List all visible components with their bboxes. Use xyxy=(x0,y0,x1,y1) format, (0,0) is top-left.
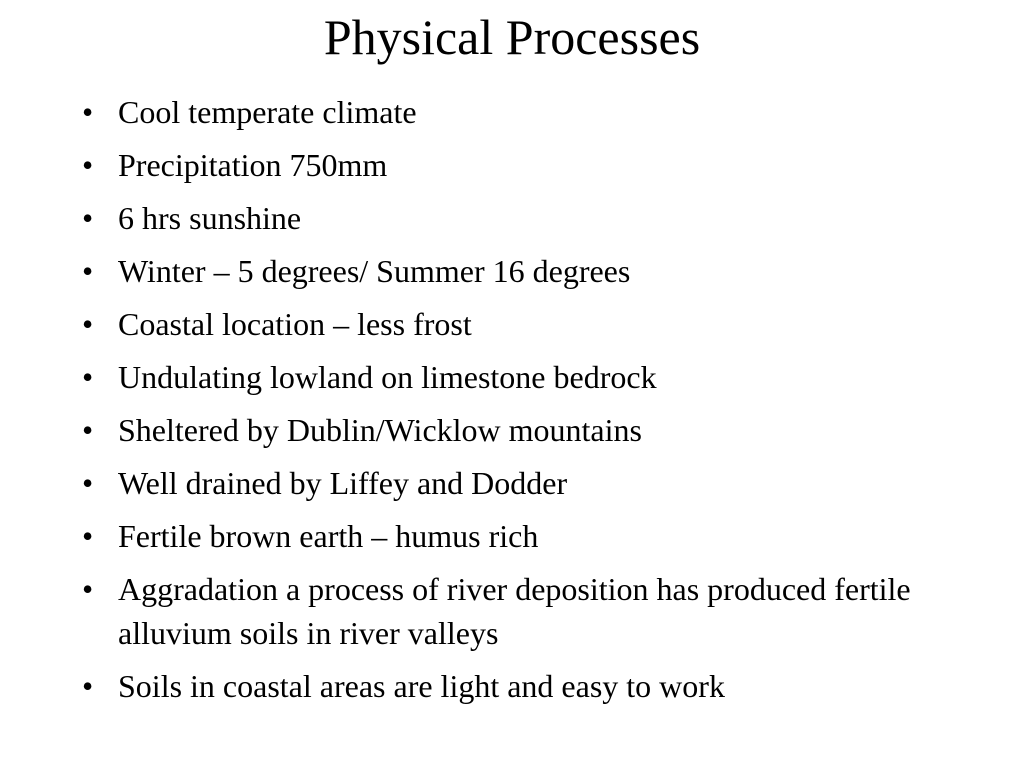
bullet-dot-icon: • xyxy=(82,200,94,236)
bullet-item xyxy=(78,461,978,505)
bullet-dot-icon: • xyxy=(82,668,94,704)
bullet-item xyxy=(78,302,978,346)
bullet-text: Aggradation a process of river deposition has produced fertile alluvium soils in river valleys xyxy=(118,571,911,651)
bullet-dot-icon: • xyxy=(82,571,94,607)
bullet-text: Well drained by Liffey and Dodder xyxy=(118,465,568,501)
bullet-dot-icon: • xyxy=(82,253,94,289)
bullet-item xyxy=(78,567,978,655)
bullet-dot-icon: • xyxy=(82,465,94,501)
bullet-dot-icon: • xyxy=(82,94,94,130)
bullet-dot-icon: • xyxy=(82,412,94,448)
bullet-text: Soils in coastal areas are light and easy to work xyxy=(118,668,725,704)
bullet-text: Cool temperate climate xyxy=(118,94,417,130)
bullet-item xyxy=(78,408,978,452)
bullet-text: Fertile brown earth – humus rich xyxy=(118,518,539,554)
bullet-item xyxy=(78,514,978,558)
bullet-item xyxy=(78,143,978,187)
bullet-item xyxy=(78,249,978,293)
bullet-dot-icon: • xyxy=(82,359,94,395)
bullet-dot-icon: • xyxy=(82,518,94,554)
bullet-text: Undulating lowland on limestone bedrock xyxy=(118,359,657,395)
bullet-item xyxy=(78,90,978,134)
slide-title: Physical Processes xyxy=(323,9,701,65)
bullet-item xyxy=(78,664,978,708)
bullet-dot-icon: • xyxy=(82,147,94,183)
bullet-text: Coastal location – less frost xyxy=(118,306,472,342)
bullet-text: Winter – 5 degrees/ Summer 16 degrees xyxy=(118,253,631,289)
bullet-dot-icon: • xyxy=(82,306,94,342)
bullet-text: Sheltered by Dublin/Wicklow mountains xyxy=(118,412,642,448)
bullet-item xyxy=(78,355,978,399)
bullet-item xyxy=(78,196,978,240)
bullet-list xyxy=(78,90,978,717)
bullet-text: Precipitation 750mm xyxy=(118,147,388,183)
bullet-text: 6 hrs sunshine xyxy=(118,200,302,236)
